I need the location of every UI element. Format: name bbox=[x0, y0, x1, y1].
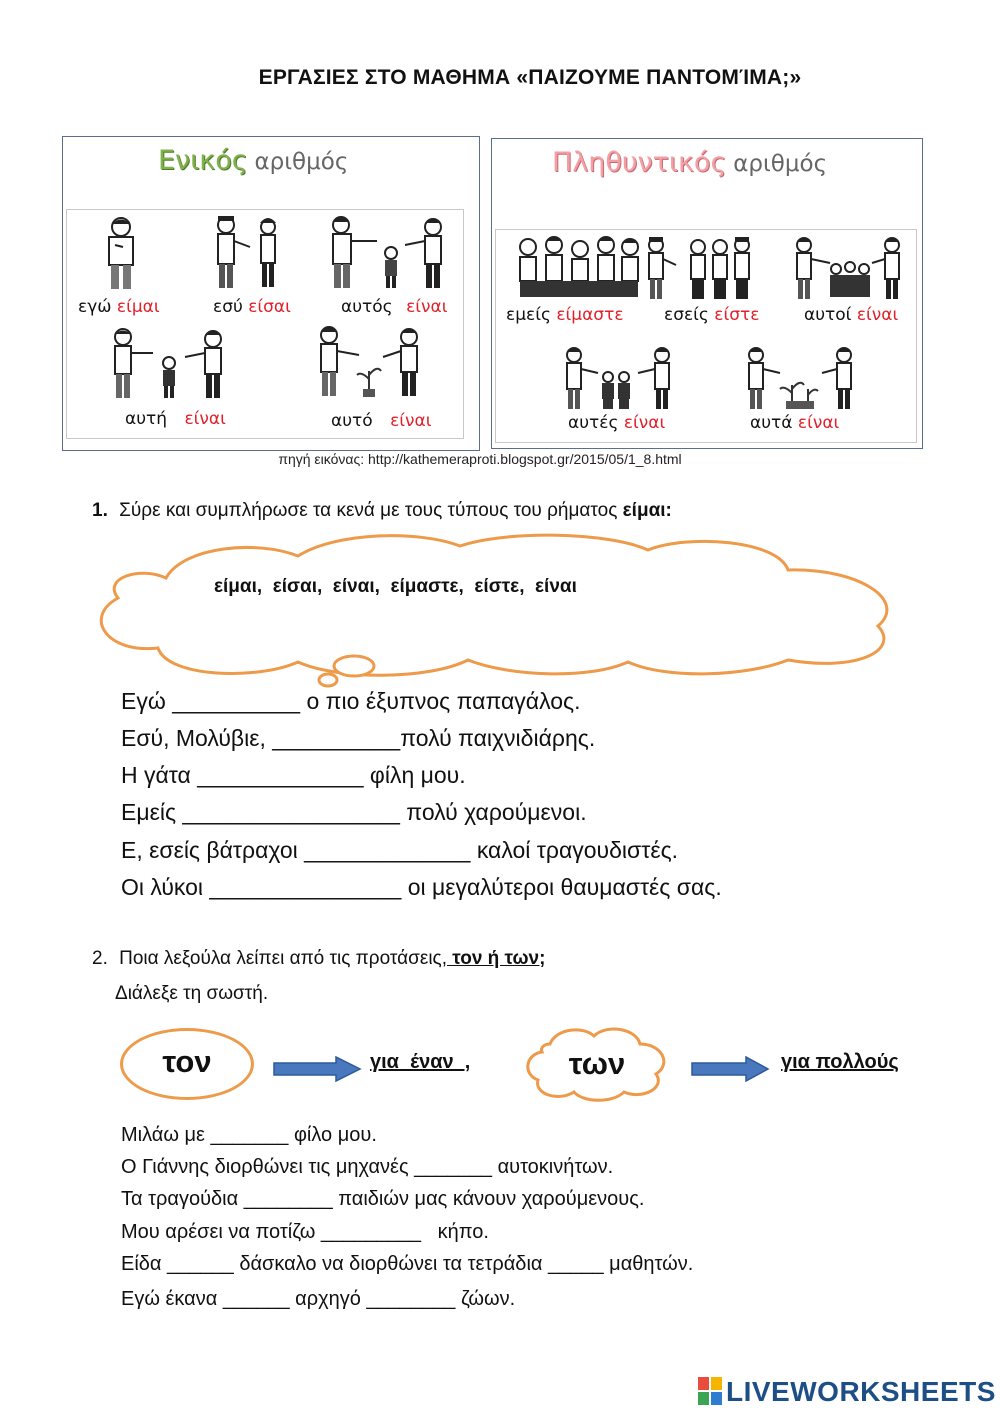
pronoun-esy: εσύ bbox=[213, 297, 243, 317]
plural-title-word: Πληθυντικός bbox=[552, 147, 727, 178]
verb-einai: είναι bbox=[184, 409, 226, 429]
exercise2-text: Ποια λεξούλα λείπει από τις προτάσεις, bbox=[119, 948, 447, 969]
singular-item-3 bbox=[341, 297, 447, 317]
liveworksheets-logo bbox=[698, 1376, 996, 1408]
exercise1-text-bold: είμαι: bbox=[622, 500, 672, 521]
verb-eisai: είσαι bbox=[248, 297, 291, 317]
pronoun-autes: αυτές bbox=[568, 413, 619, 433]
option-ton-plural-desc: για πολλούς bbox=[781, 1051, 899, 1073]
verb-einai: είναι bbox=[623, 413, 666, 433]
arrow-right-icon bbox=[690, 1056, 770, 1082]
exercise2-instruction-line2: Διάλεξε τη σωστή. bbox=[115, 983, 269, 1004]
option-ton: τον bbox=[162, 1044, 212, 1079]
singular-item-4 bbox=[125, 409, 226, 429]
exercise1-instruction bbox=[92, 500, 672, 522]
singular-title-rest: αριθμός bbox=[254, 149, 349, 175]
option-ton-desc: για έναν , bbox=[370, 1051, 471, 1073]
pronoun-ego: εγώ bbox=[78, 297, 112, 317]
pronoun-autoi: αυτοί bbox=[804, 305, 852, 325]
plural-panel bbox=[491, 138, 923, 449]
exercise1-number: 1. bbox=[92, 500, 108, 521]
image-source-caption: πηγή εικόνας: http://kathemeraproti.blogspot.gr/2015/05/1_8.html bbox=[278, 451, 682, 467]
plural-item-5 bbox=[750, 413, 839, 433]
pronoun-auta: αυτά bbox=[750, 413, 793, 433]
verb-eimaste: είμαστε bbox=[556, 305, 624, 325]
singular-item-5 bbox=[331, 411, 432, 431]
arrow-right-icon bbox=[272, 1056, 362, 1082]
exercise2-sentence: Ο Γιάννης διορθώνει τις μηχανές _______ αυτοκινήτων. bbox=[121, 1156, 614, 1178]
exercise2-sentence: Μιλάω με _______ φίλο μου. bbox=[121, 1124, 377, 1146]
exercise1-sentence: Οι λύκοι _______________ οι μεγαλύτεροι θαυμαστές σας. bbox=[121, 874, 722, 900]
liveworksheets-logo-text: LIVEWORKSHEETS bbox=[726, 1376, 996, 1407]
figure-eseis-illustration bbox=[642, 233, 762, 301]
figure-autos-illustration bbox=[325, 213, 455, 293]
singular-panel-title bbox=[158, 145, 348, 176]
verb-einai: είναι bbox=[406, 297, 448, 317]
singular-title-word: Ενικός bbox=[158, 145, 248, 176]
verb-einai: είναι bbox=[390, 411, 432, 431]
plural-item-1 bbox=[506, 305, 624, 325]
singular-item-2 bbox=[213, 297, 291, 317]
singular-item-1 bbox=[78, 297, 160, 317]
liveworksheets-logo-icon bbox=[698, 1377, 722, 1405]
figure-emeis-illustration bbox=[514, 233, 644, 301]
exercise2-instruction bbox=[92, 948, 545, 970]
verb-einai: είναι bbox=[856, 305, 899, 325]
pronoun-auto: αυτό bbox=[331, 411, 373, 431]
exercise1-sentence: Εμείς _________________ πολύ χαρούμενοι. bbox=[121, 799, 587, 825]
option-ton-plural: των bbox=[568, 1046, 626, 1081]
figure-auta-illustration bbox=[742, 345, 862, 411]
plural-title-rest: αριθμός bbox=[733, 151, 828, 177]
figure-auto-illustration bbox=[311, 323, 431, 403]
exercise2-sentence: Είδα ______ δάσκαλο να διορθώνει τα τετράδια _____ μαθητών. bbox=[121, 1253, 694, 1275]
verb-eimai: είμαι bbox=[116, 297, 160, 317]
plural-panel-title bbox=[552, 147, 827, 178]
thought-cloud bbox=[88, 530, 894, 692]
verb-einai: είναι bbox=[797, 413, 840, 433]
exercise2-text-bold: τον ή των; bbox=[446, 948, 546, 969]
exercise2-sentence: Εγώ έκανα ______ αρχηγό ________ ζώων. bbox=[121, 1288, 516, 1310]
pronoun-autos: αυτός bbox=[341, 297, 393, 317]
plural-item-2 bbox=[664, 305, 759, 325]
singular-panel bbox=[62, 136, 480, 451]
page-title: ΕΡΓΑΣΙΕΣ ΣΤΟ ΜΑΘΗΜΑ «ΠΑΙΖΟΥΜΕ ΠΑΝΤΟΜΊΜΑ;» bbox=[258, 66, 802, 89]
pronoun-eseis: εσείς bbox=[664, 305, 709, 325]
plural-item-3 bbox=[804, 305, 898, 325]
pronoun-auti: αυτή bbox=[125, 409, 168, 429]
exercise1-text: Σύρε και συμπλήρωσε τα κενά με τους τύπους του ρήματος bbox=[119, 500, 623, 521]
figure-autes-illustration bbox=[560, 345, 680, 411]
exercise1-sentence: Εγώ __________ ο πιο έξυπνος παπαγάλος. bbox=[121, 688, 581, 714]
verb-eiste: είστε bbox=[714, 305, 760, 325]
plural-item-4 bbox=[568, 413, 665, 433]
figure-autoi-illustration bbox=[790, 233, 910, 301]
exercise2-sentence: Τα τραγούδια ________ παιδιών μας κάνουν χαρούμενους. bbox=[121, 1188, 645, 1210]
exercise1-sentence: Η γάτα _____________ φίλη μου. bbox=[121, 762, 466, 788]
figure-esy-illustration bbox=[208, 213, 288, 293]
exercise2-number: 2. bbox=[92, 948, 108, 969]
exercise1-sentence: Εσύ, Μολύβιε, __________πολύ παιχνιδιάρης. bbox=[121, 725, 596, 751]
pronoun-emeis: εμείς bbox=[506, 305, 551, 325]
word-bank: είμαι, είσαι, είναι, είμαστε, είστε, είναι bbox=[214, 576, 577, 597]
exercise1-sentence: Ε, εσείς βάτραχοι _____________ καλοί τραγουδιστές. bbox=[121, 837, 679, 863]
figure-auti-illustration bbox=[103, 327, 233, 402]
exercise2-sentence: Μου αρέσει να ποτίζω _________ κήπο. bbox=[121, 1221, 489, 1243]
figure-ego-illustration bbox=[93, 215, 153, 295]
